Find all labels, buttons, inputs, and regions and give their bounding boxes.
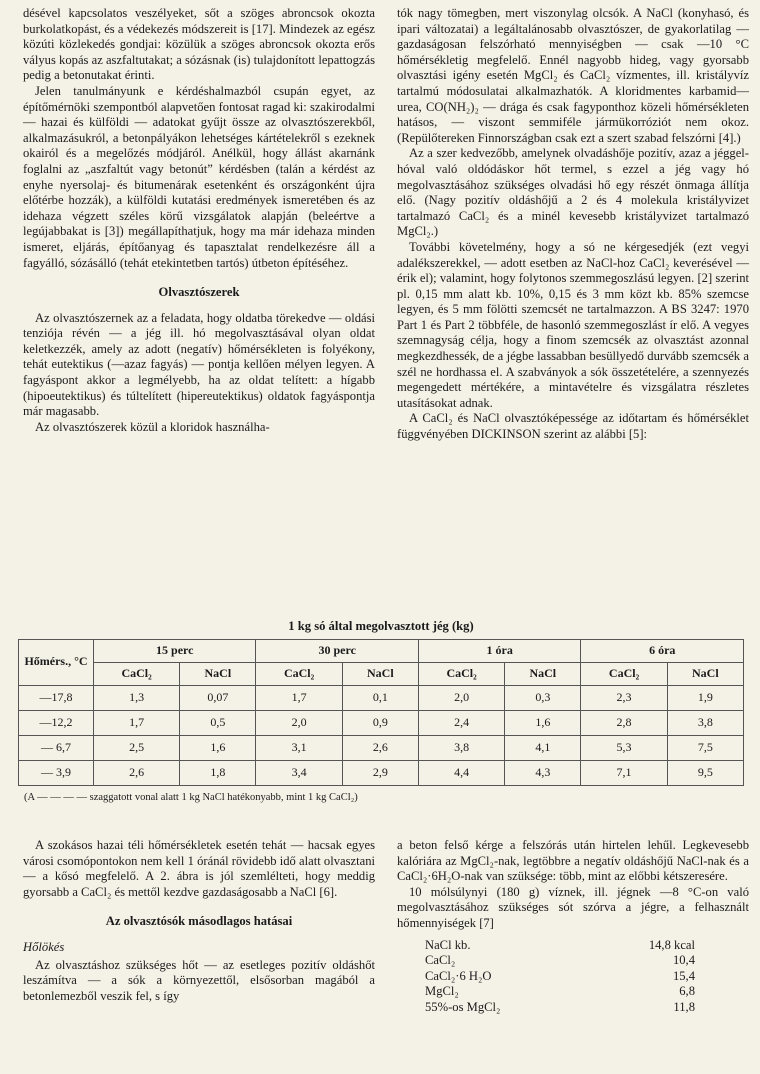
value-cell: 4,1	[505, 735, 581, 760]
value-cell: 0,5	[180, 710, 256, 735]
value-cell: 2,5	[94, 735, 180, 760]
table-row	[19, 685, 744, 710]
period-header: 6 óra	[581, 639, 744, 662]
list-item	[425, 1000, 695, 1016]
list-item	[425, 984, 695, 1000]
temperature-cell: —17,8	[19, 685, 94, 710]
melting-table	[18, 639, 744, 786]
value-cell: 2,0	[256, 710, 342, 735]
paragraph: désével kapcsolatos veszélyeket, sőt a szöges abroncsok okozta burkolatkopást, és a védekezés módszereit is [17]. Mindezek az egész közúti közlekedés gondjai: közülük a szöges abroncsok okozta erős vályus kopás az aszfaltutakat; a sózásnak (is) tulajdonított lepattogzás pedig a betonutakat érinti.	[23, 6, 375, 83]
salt-name: CaCl₂·6 H₂O	[425, 968, 492, 983]
salt-name: NaCl kb.	[425, 937, 471, 952]
value-cell: 3,8	[418, 735, 504, 760]
value-cell: 1,6	[505, 710, 581, 735]
salt-header: NaCl	[342, 662, 418, 685]
value-cell: 5,3	[581, 735, 667, 760]
paragraph: tók nagy tömegben, mert viszonylag olcsók. A NaCl (konyhasó, és ipari változatai) a legáltalánosabb olvasztószer, de gyakorlatilag — gazdaságosan felszórható mennyiségben — csak —10 °C hőmérsékletig megfelelő. Ennél nagyobb hideg, vagy gyorsabb olvasztási igény esetén MgCl₂ és CaCl₂ vízmentes, ill. kristályvíz tartalmú módosulatai alkalmazhatók. A kloridmentes karbamid—urea, CO(NH₂)₂ — drága és csak fagyponthoz közeli hőmérsékleten hatásos, — viszont semmiféle jármükorróziót nem okoz. (Repülőtereken Finnországban csak ezt a szert szabad felszórni [4].)	[397, 6, 749, 145]
paragraph: Az olvasztószerek közül a kloridok használha-	[35, 419, 270, 434]
value-cell: 3,8	[667, 710, 743, 735]
salt-name: 55%-os MgCl₂	[425, 999, 501, 1014]
value-cell: 3,4	[256, 760, 342, 785]
value-cell: 2,3	[581, 685, 667, 710]
value-cell: 0,1	[342, 685, 418, 710]
value-cell: 4,4	[418, 760, 504, 785]
heat-value: 15,4	[672, 968, 695, 983]
value-cell: 2,8	[581, 710, 667, 735]
table-note: (A — — — — szaggatott vonal alatt 1 kg NaCl hatékonyabb, mint 1 kg CaCl₂)	[24, 791, 358, 803]
value-cell: 2,6	[342, 735, 418, 760]
heat-value: 6,8	[679, 984, 695, 999]
salt-header: CaCl₂	[256, 662, 342, 685]
value-cell: 7,1	[581, 760, 667, 785]
temperature-header: Hőmérs., °C	[19, 639, 94, 685]
salt-header: NaCl	[667, 662, 743, 685]
value-cell: 1,7	[94, 710, 180, 735]
right-column-bottom	[397, 838, 749, 1016]
heat-value: 10,4	[672, 953, 695, 968]
salt-header: CaCl₂	[581, 662, 667, 685]
value-cell: 9,5	[667, 760, 743, 785]
paragraph: a beton felső kérge a felszórás után hirtelen lehűl. Legkevesebb kalóriára az MgCl₂-nak, legtöbbre a negatív oldáshőjű NaCl-nak és a CaCl₂·6H₂O-nak van szüksége: több, mint az előbbi kétszeresére.	[397, 838, 749, 884]
salt-header: CaCl₂	[94, 662, 180, 685]
table-row	[19, 735, 744, 760]
salt-header: NaCl	[505, 662, 581, 685]
paragraph: Az olvasztáshoz szükséges hőt — az esetleges pozitív oldáshőt leszámítva — a sók a környezettől, elsősorban magából a betonlemezből veszik fel, s így	[23, 957, 375, 1003]
value-cell: 1,8	[180, 760, 256, 785]
period-header: 30 perc	[256, 639, 418, 662]
salt-name: CaCl₂	[425, 953, 456, 968]
left-column-bottom	[23, 838, 375, 1004]
value-cell: 0,07	[180, 685, 256, 710]
value-cell: 4,3	[505, 760, 581, 785]
value-cell: 1,9	[667, 685, 743, 710]
value-cell: 3,1	[256, 735, 342, 760]
paragraph: Az a szer kedvezőbb, amelynek olvadáshője pozitív, azaz a jéggel-hóval való oldódáskor hőt termel, s ezzel a jég vagy hó megolvasztásához szükséges olvadási hő egy részét önmaga állítja elő. (Nagy pozitív oldáshőjű a 2 és 4 molekula kristályvizet tartalmazó CaCl₂ és a minél kevesebb kristályvizet tartalmazó MgCl₂.)	[397, 146, 749, 239]
temperature-cell: —12,2	[19, 710, 94, 735]
heat-value: 11,8	[673, 999, 695, 1014]
section-heading: Az olvasztósók másodlagos hatásai	[105, 914, 293, 929]
paragraph: Jelen tanulmányunk e kérdéshalmazból csupán egyet, az építőmérnöki szempontból alapvetően fontosat ragad ki: szakirodalmi — hazai és külföldi — adatokat gyűjt össze az olvasztószerekből, alkalmazásukról, a betonpályákon lehetséges kártételekről s ezeknek okairól és a megelőzés módjáról. Anélkül, hogy állást akarnánk foglalni az „aszfaltút vagy betonút” kérdésben (talán a kérdést az enyhe nyersolaj- és bitumenárak esetenként és országonként újra előtérbe hozzák), a külföldi kutatási eredmények ismeretében és az idehaza végzett széles körű vizsgálatok alapján (beleértve a legújabbakat is [3]) megállapíthatjuk, hogy ma már idehaza minden ismeret, eljárás, építőanyag és tapasztalat rendelkezésre áll a fagyálló, sózásálló (tehát etekintetben tartós) útbeton építéséhez.	[23, 83, 375, 270]
value-cell: 1,6	[180, 735, 256, 760]
period-header: 15 perc	[94, 639, 256, 662]
paragraph: A szokásos hazai téli hőmérsékletek esetén tehát — hacsak egyes városi csomópontokon nem kell 1 óránál rövidebb idő alatt olvasztani — a kősó megfelelő. A 2. ábra is jól szemlélteti, hogy meddig gyorsabb a CaCl₂ és mettől kezdve gazdaságosabb a NaCl [6].	[23, 838, 375, 899]
value-cell: 2,4	[418, 710, 504, 735]
salt-name: MgCl₂	[425, 984, 459, 999]
list-item	[425, 969, 695, 985]
temperature-cell: — 3,9	[19, 760, 94, 785]
paragraph: 10 mólsúlynyi (180 g) víznek, ill. jégnek —8 °C-on való megolvasztásához szükséges sót szórva a jégre, a felhasznált hőmennyiségek [7]	[397, 884, 749, 930]
subsection-heading: Hőlökés	[23, 939, 65, 954]
table-row	[19, 760, 744, 785]
salt-header: CaCl₂	[418, 662, 504, 685]
temperature-cell: — 6,7	[19, 735, 94, 760]
table-row	[19, 710, 744, 735]
right-column-top	[397, 6, 749, 443]
section-heading: Olvasztószerek	[158, 285, 240, 300]
heat-list	[425, 938, 695, 1016]
melting-table-block	[18, 619, 744, 805]
paragraph: További követelmény, hogy a só ne kérgesedjék (ezt vegyi adalékszerekkel, — adott esetben az NaCl-hoz CaCl₂ keverésével — érik el); valamint, hogy folytonos szemmegoszlású legyen. [2] szerint pl. 0,15 mm alatt kb. 10%, 0,15 és 3 mm közt kb. 85% szemcse legyen, és 5 mm fölötti szemcsét ne tartalmazzon. A BS 3247: 1970 Part 1 és Part 2 többféle, de hasonló szemmegoszlást ír elő. A vegyes szemnagyság célja, hogy a finom szemcsék az olvasztást azonnal megkezdhessék, de a jégbe lassabban besüllyedő durvább szemcsék a szél ne hordhassa el. A szabványok a sók összetételére, a szennyezés megengedett mértékére, a mintavételre és vizsgálatra részletes utasításokat adnak.	[397, 239, 749, 410]
paragraph: Az olvasztószernek az a feladata, hogy oldatba törekedve — oldási tenziója révén — a jég ill. hó megolvasztásával olyan oldat keletkezzék, amely az adott (negatív) hőmérsékleten is folyékony, tehát eutektikus (—azaz fagyás) — pontja kellően mélyen legyen. A fagyáspont akkor a legmélyebb, ha az oldat telített: a hígabb (hipoeutektikus) és túltelített (hipereutektikus) oldatok fagyáspontja már magasabb.	[23, 310, 375, 419]
value-cell: 1,3	[94, 685, 180, 710]
value-cell: 7,5	[667, 735, 743, 760]
paragraph: A CaCl₂ és NaCl olvasztóképessége az időtartam és hőmérséklet függvényében DICKINSON szerint az alábbi [5]:	[397, 411, 749, 442]
table-title: 1 kg só által megolvasztott jég (kg)	[288, 619, 474, 633]
list-item	[425, 938, 695, 954]
value-cell: 0,9	[342, 710, 418, 735]
value-cell: 2,0	[418, 685, 504, 710]
period-header: 1 óra	[418, 639, 580, 662]
value-cell: 2,9	[342, 760, 418, 785]
heat-value: 14,8 kcal	[648, 937, 695, 952]
value-cell: 2,6	[94, 760, 180, 785]
left-column-top	[23, 6, 375, 435]
list-item	[425, 953, 695, 969]
salt-header: NaCl	[180, 662, 256, 685]
value-cell: 0,3	[505, 685, 581, 710]
value-cell: 1,7	[256, 685, 342, 710]
